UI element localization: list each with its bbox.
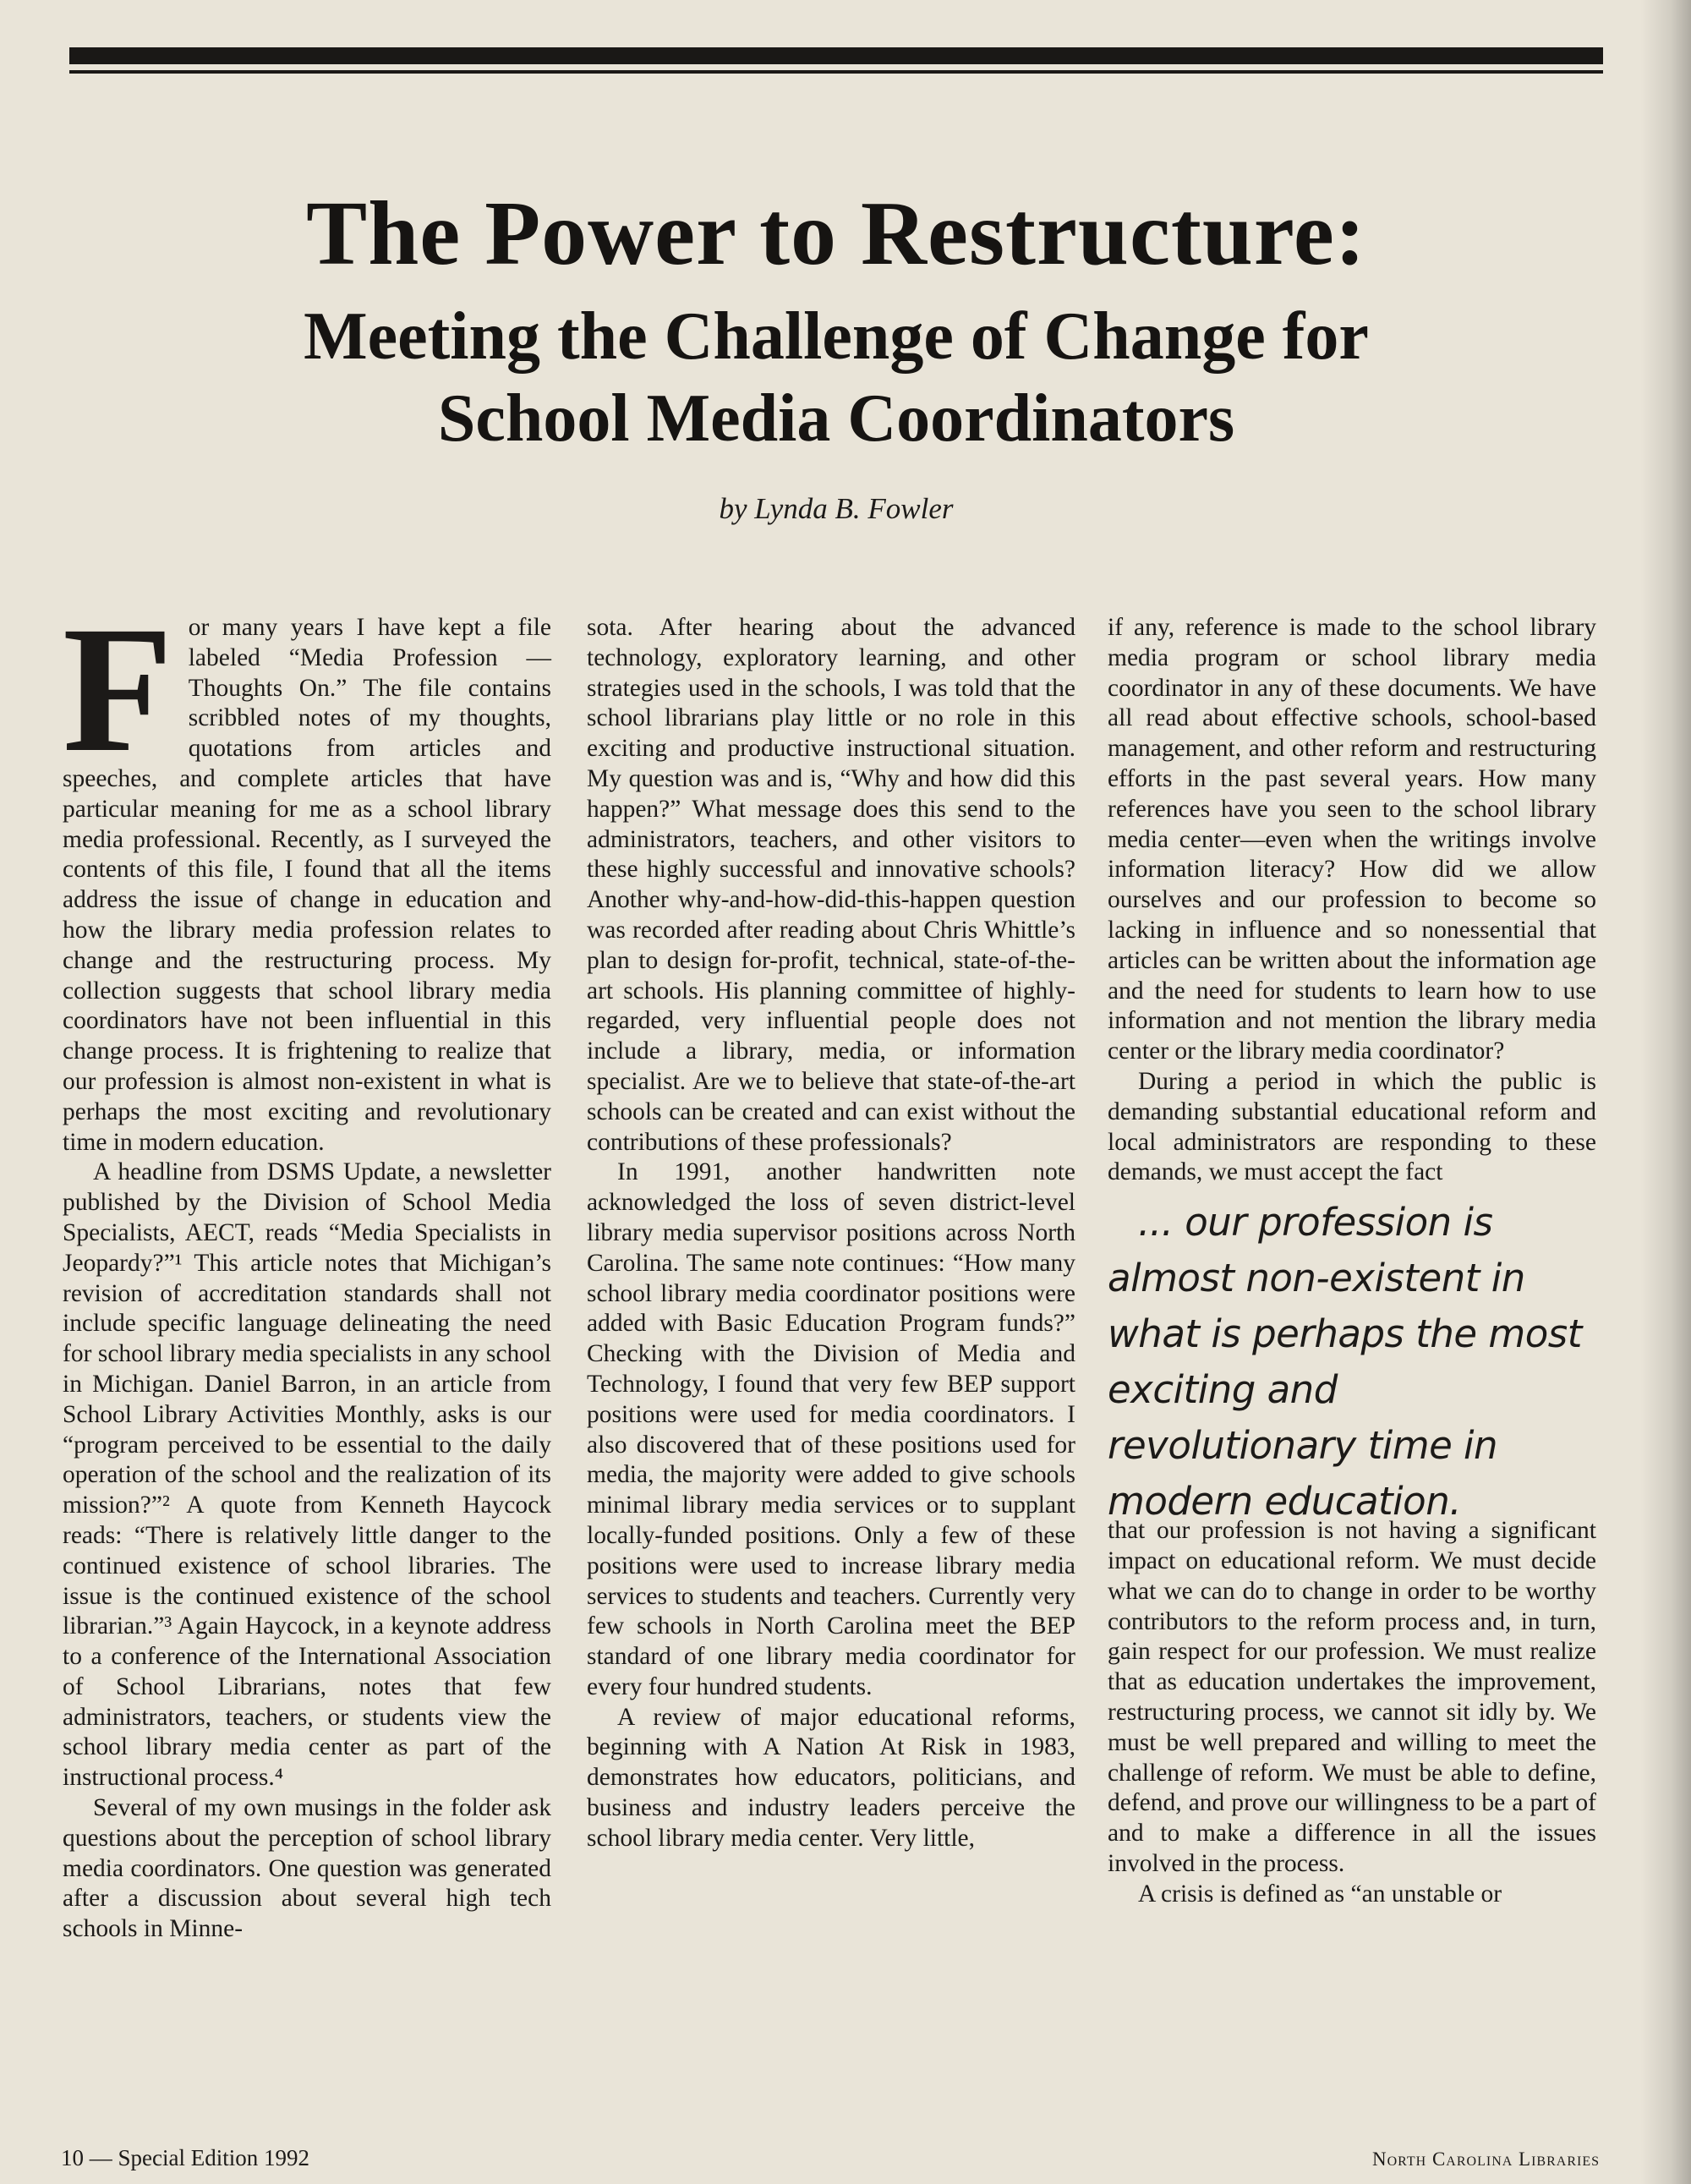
article-title: The Power to Restructure: [306,183,1366,284]
paragraph: if any, reference is made to the school library media program or school library media coordinator in any of these documents. We have all read about effective schools, school-based management, and other reform and restructuring efforts in the past several years. How many references have you seen to the school library media center—even when the writings involve information literacy? How did we allow ourselves and our profession to become so lacking in influence and so nonessential that articles can be written about the information age and the need for students to learn how to use information and not mention the library media center or the library media coordinator? [1108,614,1596,1065]
paragraph: A crisis is defined as “an unstable or [1138,1880,1502,1908]
paragraph: that our profession is not having a significant impact on educational reform. We must decide what we can do to change in order to be worthy contributors to the reform process and, in turn, gain respect for our profession. We must realize that as education undertakes the improvement, restructuring process, we cannot sit idly by. We must be well prepared and willing to meet the challenge of reform. We must be able to define, defend, and prove our willingness to be a part of and to make a difference in all the issues involved in the process. [1108,1517,1596,1877]
paragraph: or many years I have kept a file labeled “Media Profession — Thoughts On.” The file contains scribbled notes of my thoughts, quotations from articles and speeches, and complete articles that have particular meaning for me as a school library media professional. Recently, as I surveyed the contents of this file, I found that all the items address the issue of change in education and how the library media profession relates to change and the restructuring process. My collection suggests that school library media coordinators have not been influential in this change process. It is frightening to realize that our profession is almost non-existent in what is perhaps the most exciting and revolutionary time in modern education. [63,614,551,1156]
page-gutter-shadow [1640,0,1691,2184]
pull-quote: ... our profession is almost non-existent in what is perhaps the most exciting and revolutionary time in modern education. [1108,1200,1582,1524]
page-folio: 10 — Special Edition 1992 [61,2145,309,2170]
byline: by Lynda B. Fowler [719,492,954,525]
paragraph: sota. After hearing about the advanced technology, exploratory learning, and other strategies used in the schools, I was told that the school librarians play little or no role in this exciting and productive instructional situation. My question was and is, “Why and how did this happen?” What message does this send to the administrators, teachers, and other visitors to these highly successful and innovative schools? Another why-and-how-did-this-happen question was recorded after reading about Chris Whittle’s plan to design for-profit, technical, state-of-the-art schools. His planning committee of highly-regarded, very influential people does not include a library, media, or information specialist. Are we to believe that state-of-the-art schools can be created and can exist without the contributions of these professionals? [587,614,1075,1156]
paragraph: During a period in which the public is demanding substantial educational reform and local administrators are responding to these demands, we must accept the fact [1108,1067,1596,1186]
column-2 [587,613,1075,1854]
header-rule-thin [69,70,1603,74]
column-1 [63,589,551,1945]
paragraph: In 1991, another handwritten note acknowledged the loss of seven district-level library media supervisor positions across North Carolina. The same note continues: “How many school library media coordinator positions were added with Basic Education Program funds?” Checking with the Division of Media and Technology, I found that very few BEP support positions were used for media coordinators. I also discovered that of these positions used for media, the majority were added to give schools minimal library media services or to supplant locally-funded positions. Only a few of these positions were used to increase library media services to students and teachers. Currently very few schools in North Carolina meet the BEP standard of one library media coordinator for every four hundred students. [587,1158,1075,1700]
article-subtitle-line-2: School Media Coordinators [437,381,1235,456]
publication-name: North Carolina Libraries [1372,2148,1600,2170]
paragraph: A review of major educational reforms, beginning with A Nation At Risk in 1983, demonstrates how educators, politicians, and business and industry leaders perceive the school library media center. Very little, [587,1703,1075,1852]
paragraph: A headline from DSMS Update, a newsletter published by the Division of School Media Specialists, AECT, reads “Media Specialists in Jeopardy?”¹ This article notes that Michigan’s revision of accreditation standards shall not include specific language delineating the need for school library media specialists in any school in Michigan. Daniel Barron, in an article from School Library Activities Monthly, asks is our “program perceived to be essential to the daily operation of the school and the realization of its mission?”² A quote from Kenneth Haycock reads: “There is relatively little danger to the continued existence of school libraries. The issue is the continued existence of the school librarian.”³ Again Haycock, in a keynote address to a conference of the International Association of School Librarians, notes that few administrators, teachers, or students view the school library media center as part of the instructional process.⁴ [63,1158,551,1792]
paragraph: Several of my own musings in the folder ask questions about the perception of school library media coordinators. One question was generated after a discussion about several high tech schools in Minne- [63,1794,551,1943]
article-subtitle-line-1: Meeting the Challenge of Change for [304,299,1369,374]
drop-cap: F [63,589,173,790]
column-3 [1108,613,1596,1910]
header-rule-thick [69,47,1603,64]
